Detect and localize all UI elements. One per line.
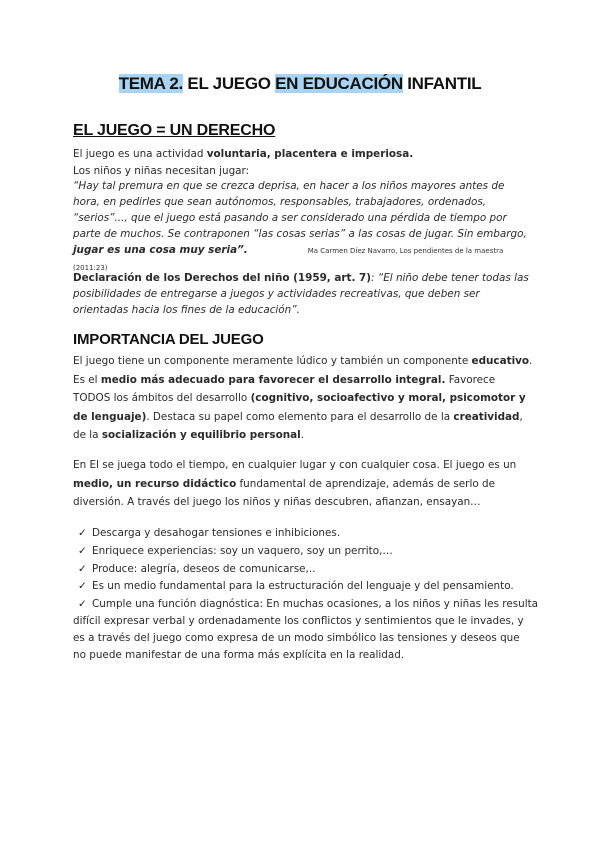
paragraph-declaration — [73, 270, 533, 318]
check-item-text: Descarga y desahogar tensiones e inhibiciones. — [92, 527, 341, 539]
check-item-text: Produce: alegría, deseos de comunicarse,.. — [92, 563, 316, 575]
text-bold: socialización y equilibrio personal — [101, 429, 301, 441]
text: . — [300, 429, 305, 441]
text: El juego tiene un componente meramente lúdico y también un componente — [73, 355, 472, 367]
text: fundamental de aprendizaje, además de serlo de diversión. A través del juego los niños y niñas descubren, afianzan, ensayan… — [73, 477, 495, 508]
text: . Destaca su papel como elemento para el desarrollo de la — [146, 410, 454, 423]
checkmark-icon: ✓ — [78, 580, 87, 592]
declaration-bold: Declaración de los Derechos del niño (1959, art. 7) — [73, 272, 372, 284]
section-heading-importancia: IMPORTANCIA DEL JUEGO — [73, 331, 264, 348]
check-item — [78, 561, 315, 578]
paragraph-importance — [73, 352, 533, 445]
text-bold: educativo — [471, 355, 530, 367]
text-bold: creatividad — [453, 410, 520, 423]
text: Favorece TODOS los ámbitos del desarrollo — [73, 373, 496, 404]
check-item — [78, 525, 340, 542]
section-heading-derecho: EL JUEGO = UN DERECHO — [73, 122, 276, 139]
check-item-text: Es un medio fundamental para la estructuración del lenguaje y del pensamiento. — [92, 580, 514, 592]
paragraph-didactic — [73, 456, 533, 512]
text-bold: medio más adecuado para favorecer el desarrollo integral. — [100, 373, 446, 386]
text: En El se juega todo el tiempo, en cualquier lugar y con cualquier cosa. El juego es un — [73, 459, 517, 471]
check-item-continuation: difícil expresar verbal y ordenadamente los conflictos y sentimientos que le invades, y es a través del juego como expresa de un modo simbólico las tensiones y deseos que no puede manifestar de una forma más explícita en la realidad. — [73, 615, 524, 661]
title-plain-2: INFANTIL — [407, 74, 482, 93]
quote-bold: jugar es una cosa muy seria”. — [73, 244, 248, 256]
checkmark-icon: ✓ — [78, 545, 87, 557]
page-title — [0, 74, 600, 94]
text-bold: (cognitivo, socioafectivo y moral, psicomotor y de lenguaje) — [73, 392, 526, 423]
check-item-text: Enriquece experiencias: soy un vaquero, soy un perrito,… — [92, 545, 393, 557]
check-item-text: Cumple una función diagnóstica: En muchas ocasiones, a los niños y niñas les resulta — [92, 598, 539, 610]
checkmark-icon: ✓ — [78, 527, 87, 539]
check-item — [78, 543, 393, 560]
checkmark-icon: ✓ — [78, 598, 87, 610]
quote-text: “Hay tal premura en que se crezca deprisa, en hacer a los niños mayores antes de hora, en pedirles que sean autónomos, responsables, trabajadores, ordenados, “serios”..., que el juego está pasando a ser considerado una pérdida de tiempo por parte de muchos. Se contraponen “las cosas serias” a las cosas de jugar. Sin embargo, — [73, 180, 527, 240]
quote-block — [73, 178, 533, 276]
declaration-quote: : “El niño debe tener todas las posibilidades de entregarse a juegos y actividades recreativas, que deben ser orientadas hacia los fines de la educación”. — [73, 272, 529, 316]
paragraph-need: Los niños y niñas necesitan jugar: — [73, 165, 250, 177]
title-plain-1: EL JUEGO — [187, 74, 271, 93]
check-item — [78, 578, 514, 595]
title-highlight-1: TEMA 2. — [118, 74, 183, 93]
text-bold: voluntaria, placentera e imperiosa. — [206, 148, 414, 160]
check-item — [78, 596, 538, 613]
text: , de la — [73, 410, 523, 441]
text: El juego es una actividad — [73, 148, 207, 160]
text-bold: medio, un recurso didáctico — [73, 477, 237, 490]
title-highlight-2: EN EDUCACIÓN — [275, 74, 403, 93]
quote-citation: Ma Carmen Díez Navarro, Los pendientes de la maestra (2011:23) — [73, 247, 504, 272]
text: . Es el — [73, 355, 533, 386]
paragraph-definition — [73, 146, 533, 162]
checkmark-icon: ✓ — [78, 563, 87, 575]
